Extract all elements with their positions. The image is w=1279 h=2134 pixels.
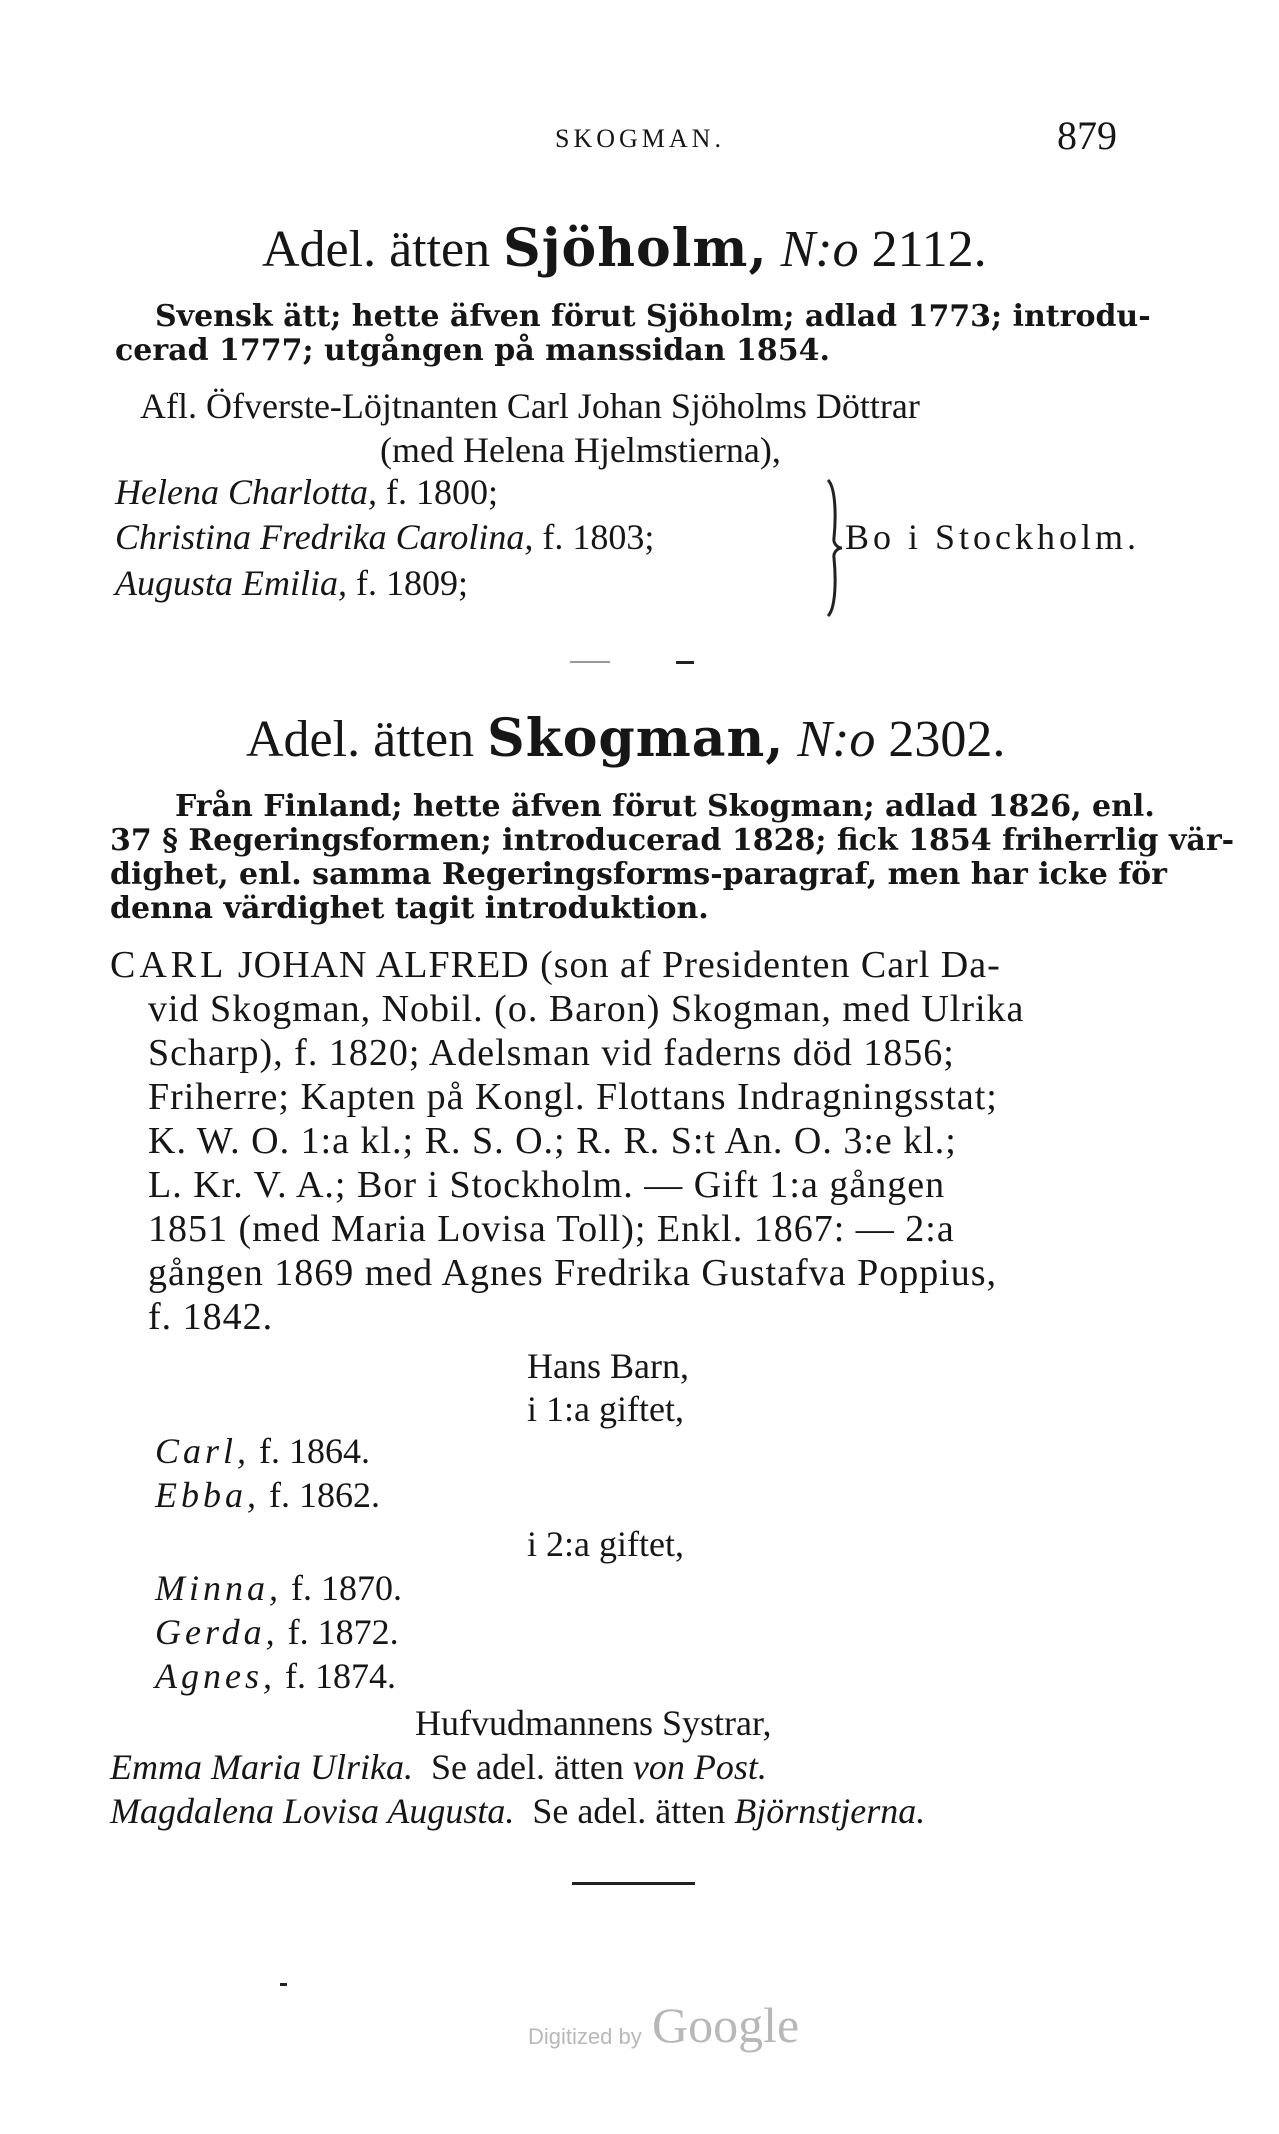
child-born: f. 1874. <box>284 1656 396 1696</box>
daughter-3 <box>115 562 468 604</box>
sister-ref: Se adel. ätten <box>430 1747 624 1787</box>
sisters-heading: Hufvudmannens Systrar, <box>415 1703 772 1743</box>
running-title: SKOGMAN. <box>555 124 725 153</box>
number-value: 2302. <box>888 711 1006 768</box>
number-value: 2112. <box>871 221 987 278</box>
body-line-1 <box>110 943 1001 987</box>
body-line-9: f. 1842. <box>148 1296 274 1338</box>
separator-dash-1 <box>570 661 610 663</box>
daughter-name: Christina Fredrika Carolina, <box>115 517 534 557</box>
child-born: f. 1870. <box>291 1568 402 1608</box>
afl-line-1: Afl. Öfverste-Löjtnanten Carl Johan Sjöholms Döttrar <box>140 386 920 426</box>
sister-family: von Post. <box>632 1747 767 1787</box>
end-rule <box>572 1882 695 1885</box>
title-prefix: Adel. ätten <box>246 711 475 768</box>
google-logo: Google <box>652 1997 800 2053</box>
sister-name: Magdalena Lovisa Augusta. <box>110 1791 515 1831</box>
daughter-name: Augusta Emilia, <box>115 563 347 603</box>
child-3 <box>155 1567 402 1609</box>
child-born: f. 1872. <box>287 1612 399 1652</box>
body-line-6: L. Kr. V. A.; Bor i Stockholm. — Gift 1:a gången <box>148 1164 946 1206</box>
brace-icon <box>820 478 848 618</box>
afl-line-2: (med Helena Hjelmstierna), <box>380 430 781 470</box>
separator-dash-2 <box>676 661 694 664</box>
body-line-2: vid Skogman, Nobil. (o. Baron) Skogman, med Ulrika <box>148 988 1025 1030</box>
body-text: JOHAN ALFRED (son af Presidenten Carl Da- <box>227 944 1001 986</box>
section-title-sjoholm <box>262 218 987 279</box>
body-line-7: 1851 (med Maria Lovisa Toll); Enkl. 1867: — 2:a <box>148 1208 955 1250</box>
body-line-8: gången 1869 med Agnes Fredrika Gustafva Poppius, <box>148 1252 998 1294</box>
child-name: Gerda, <box>155 1612 279 1652</box>
daughter-born: f. 1803; <box>542 517 655 557</box>
child-name: Carl, <box>155 1431 251 1471</box>
body-line-3: Scharp), f. 1820; Adelsman vid faderns död 1856; <box>148 1032 955 1074</box>
child-1 <box>155 1430 370 1472</box>
title-prefix: Adel. ätten <box>262 221 491 278</box>
daughter-name: Helena Charlotta, <box>115 472 377 512</box>
section2-desc-line-1: Från Finland; hette äfven förut Skogman; adlad 1826, enl. <box>175 789 1155 824</box>
section2-desc-line-2: 37 § Regeringsformen; introducerad 1828; fick 1854 friherrlig vär- <box>110 823 1235 858</box>
residence: Bo i Stockholm. <box>845 517 1141 557</box>
number-label: N:o <box>797 711 876 768</box>
child-born: f. 1862. <box>269 1475 380 1515</box>
sister-ref: Se adel. ätten <box>532 1791 726 1831</box>
body-line-4: Friherre; Kapten på Kongl. Flottans Indragningsstat; <box>148 1076 998 1118</box>
family-name: Skogman, <box>487 708 785 769</box>
sister-name: Emma Maria Ulrika. <box>110 1747 413 1787</box>
child-name: Agnes, <box>155 1656 276 1696</box>
daughter-born: f. 1800; <box>385 472 498 512</box>
daughter-2 <box>115 516 654 558</box>
child-4 <box>155 1611 399 1653</box>
children-heading: Hans Barn, <box>527 1346 689 1386</box>
family-name: Sjöholm, <box>503 218 768 279</box>
sister-2 <box>110 1790 925 1832</box>
second-marriage-label: i 2:a giftet, <box>527 1524 684 1564</box>
section2-desc-line-3: dighet, enl. samma Regeringsforms-paragraf, men har icke för <box>110 857 1167 892</box>
sister-1 <box>110 1746 767 1788</box>
daughter-1 <box>115 471 498 513</box>
body-line-5: K. W. O. 1:a kl.; R. S. O.; R. R. S:t An. O. 3:e kl.; <box>148 1120 957 1162</box>
stray-mark <box>280 1983 287 1986</box>
child-name: Minna, <box>155 1568 282 1608</box>
number-label: N:o <box>780 221 859 278</box>
digitized-by-text: Digitized by <box>528 2024 642 2049</box>
page-number: 879 <box>1057 113 1117 158</box>
child-5 <box>155 1655 396 1697</box>
sister-family: Björnstjerna. <box>734 1791 926 1831</box>
child-2 <box>155 1474 380 1516</box>
section1-desc-line-2: cerad 1777; utgången på manssidan 1854. <box>115 333 830 368</box>
daughter-born: f. 1809; <box>356 563 468 603</box>
first-marriage-label: i 1:a giftet, <box>527 1389 684 1429</box>
section-title-skogman <box>246 708 1005 769</box>
first-name-caps: CARL <box>110 944 228 986</box>
child-name: Ebba, <box>155 1475 260 1515</box>
section1-desc-line-1: Svensk ätt; hette äfven förut Sjöholm; adlad 1773; introdu- <box>155 299 1151 334</box>
section2-desc-line-4: denna värdighet tagit introduktion. <box>110 891 709 926</box>
child-born: f. 1864. <box>259 1431 371 1471</box>
